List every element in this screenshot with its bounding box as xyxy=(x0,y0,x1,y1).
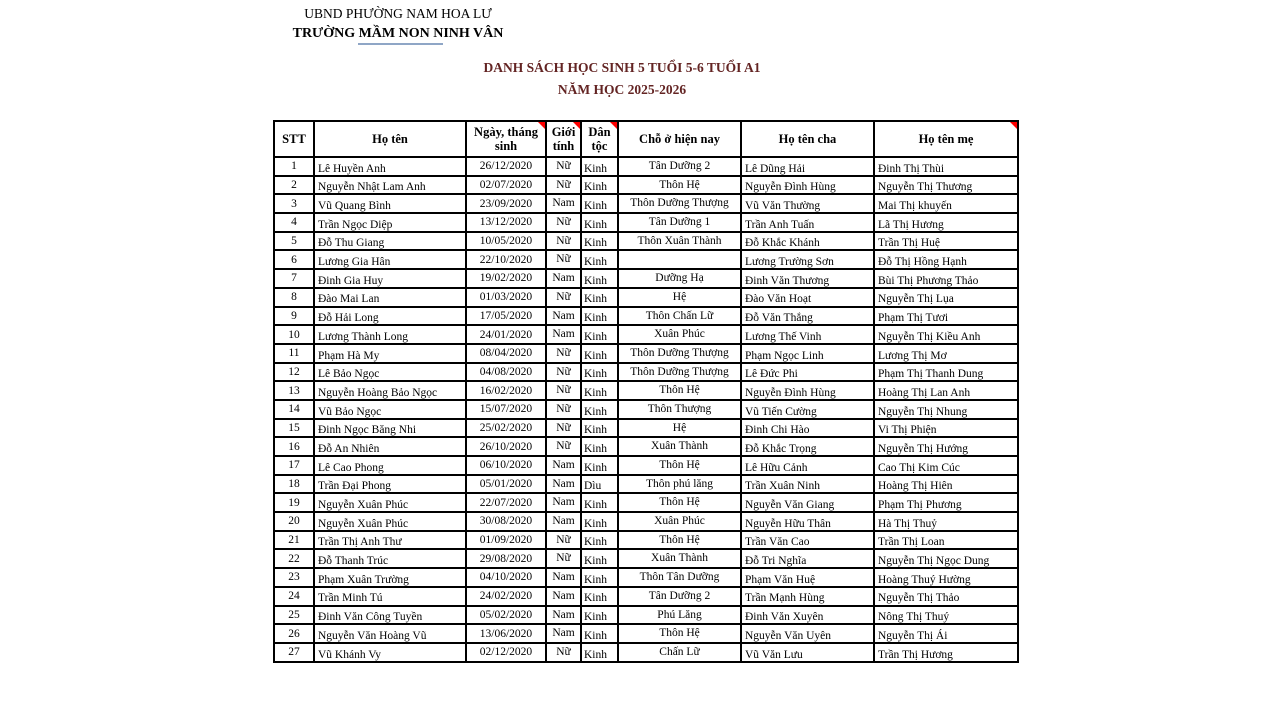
cell-ho-ten-cha: Đỗ Tri Nghĩa xyxy=(741,549,874,568)
cell-ho-ten-me: Đỗ Thị Hồng Hạnh xyxy=(874,250,1018,269)
cell-stt: 20 xyxy=(274,512,314,531)
cell-dan-toc: Kinh xyxy=(581,493,618,512)
cell-ho-ten-cha: Phạm Ngọc Linh xyxy=(741,344,874,363)
cell-dan-toc: Kinh xyxy=(581,344,618,363)
cell-gioi-tinh: Nữ xyxy=(546,531,581,550)
cell-dan-toc: Kinh xyxy=(581,549,618,568)
cell-dan-toc: Kinh xyxy=(581,587,618,606)
cell-gioi-tinh: Nữ xyxy=(546,437,581,456)
table-row xyxy=(274,250,1018,269)
column-header-label: Giới tính xyxy=(551,125,576,153)
cell-ho-ten-cha: Đinh Chi Hào xyxy=(741,419,874,438)
cell-dan-toc: Kinh xyxy=(581,381,618,400)
cell-cho-o: Tân Dưỡng 2 xyxy=(618,157,741,176)
cell-ngay-sinh: 02/07/2020 xyxy=(466,176,546,195)
cell-ngay-sinh: 25/02/2020 xyxy=(466,419,546,438)
cell-stt: 23 xyxy=(274,568,314,587)
cell-dan-toc: Kinh xyxy=(581,288,618,307)
table-row xyxy=(274,419,1018,438)
cell-gioi-tinh: Nam xyxy=(546,325,581,344)
cell-dan-toc: Kinh xyxy=(581,419,618,438)
cell-gioi-tinh: Nam xyxy=(546,475,581,494)
cell-ho-ten: Đinh Văn Công Tuyền xyxy=(314,606,466,625)
cell-ho-ten-me: Cao Thị Kim Cúc xyxy=(874,456,1018,475)
cell-ho-ten: Nguyễn Hoàng Bảo Ngọc xyxy=(314,381,466,400)
cell-ho-ten: Nguyễn Văn Hoàng Vũ xyxy=(314,624,466,643)
column-header-gioi-tinh xyxy=(546,121,581,157)
cell-stt: 10 xyxy=(274,325,314,344)
cell-ho-ten: Nguyễn Xuân Phúc xyxy=(314,512,466,531)
cell-ho-ten-cha: Lương Trường Sơn xyxy=(741,250,874,269)
column-header-label: Họ tên cha xyxy=(778,132,837,146)
cell-dan-toc: Kinh xyxy=(581,307,618,326)
cell-stt: 18 xyxy=(274,475,314,494)
cell-cho-o: Dưỡng Hạ xyxy=(618,269,741,288)
cell-dan-toc: Kinh xyxy=(581,325,618,344)
comment-indicator-icon xyxy=(1010,122,1017,129)
document-title xyxy=(448,57,796,101)
cell-cho-o: Hệ xyxy=(618,288,741,307)
cell-dan-toc: Kinh xyxy=(581,456,618,475)
cell-ho-ten-me: Nguyễn Thị Lụa xyxy=(874,288,1018,307)
cell-dan-toc: Kinh xyxy=(581,400,618,419)
cell-cho-o: Tân Dưỡng 2 xyxy=(618,587,741,606)
cell-ho-ten: Vũ Bảo Ngọc xyxy=(314,400,466,419)
cell-ho-ten-me: Nguyễn Thị Ngọc Dung xyxy=(874,549,1018,568)
cell-ho-ten: Trần Thị Anh Thư xyxy=(314,531,466,550)
cell-cho-o: Thôn Hệ xyxy=(618,624,741,643)
cell-ho-ten-me: Lương Thị Mơ xyxy=(874,344,1018,363)
cell-ho-ten: Lê Bảo Ngọc xyxy=(314,363,466,382)
cell-dan-toc: Kinh xyxy=(581,437,618,456)
cell-stt: 16 xyxy=(274,437,314,456)
cell-cho-o: Phú Lăng xyxy=(618,606,741,625)
table-row xyxy=(274,344,1018,363)
column-header-ho-ten-cha xyxy=(741,121,874,157)
cell-ngay-sinh: 06/10/2020 xyxy=(466,456,546,475)
cell-ngay-sinh: 24/01/2020 xyxy=(466,325,546,344)
cell-ho-ten-cha: Vũ Văn Lưu xyxy=(741,643,874,662)
cell-ho-ten-cha: Lương Thế Vinh xyxy=(741,325,874,344)
cell-gioi-tinh: Nữ xyxy=(546,176,581,195)
cell-ho-ten: Lương Thành Long xyxy=(314,325,466,344)
cell-ngay-sinh: 05/02/2020 xyxy=(466,606,546,625)
cell-cho-o: Thôn Hệ xyxy=(618,456,741,475)
cell-ho-ten-cha: Nguyễn Văn Uyên xyxy=(741,624,874,643)
cell-ho-ten: Đỗ An Nhiên xyxy=(314,437,466,456)
cell-ho-ten-me: Hoàng Thị Lan Anh xyxy=(874,381,1018,400)
column-header-label: Dân tộc xyxy=(588,125,611,153)
table-header-row xyxy=(274,121,1018,157)
cell-gioi-tinh: Nam xyxy=(546,587,581,606)
cell-ngay-sinh: 19/02/2020 xyxy=(466,269,546,288)
cell-cho-o: Thôn Dưỡng Thượng xyxy=(618,363,741,382)
cell-cho-o: Xuân Phúc xyxy=(618,512,741,531)
table-row xyxy=(274,643,1018,662)
cell-gioi-tinh: Nam xyxy=(546,493,581,512)
cell-ho-ten-cha: Đỗ Khắc Khánh xyxy=(741,232,874,251)
cell-gioi-tinh: Nữ xyxy=(546,419,581,438)
cell-ho-ten-cha: Đinh Văn Thương xyxy=(741,269,874,288)
cell-cho-o xyxy=(618,250,741,269)
table-row xyxy=(274,213,1018,232)
cell-stt: 11 xyxy=(274,344,314,363)
cell-ho-ten-me: Nguyễn Thị Thương xyxy=(874,176,1018,195)
cell-cho-o: Thôn Hệ xyxy=(618,176,741,195)
cell-dan-toc: Kinh xyxy=(581,531,618,550)
column-header-ho-ten-me xyxy=(874,121,1018,157)
cell-ngay-sinh: 05/01/2020 xyxy=(466,475,546,494)
cell-gioi-tinh: Nam xyxy=(546,307,581,326)
cell-gioi-tinh: Nữ xyxy=(546,250,581,269)
column-header-label: Chỗ ở hiện nay xyxy=(639,132,720,146)
cell-dan-toc: Kinh xyxy=(581,643,618,662)
cell-stt: 14 xyxy=(274,400,314,419)
cell-stt: 6 xyxy=(274,250,314,269)
table-row xyxy=(274,269,1018,288)
cell-gioi-tinh: Nữ xyxy=(546,363,581,382)
table-row xyxy=(274,400,1018,419)
cell-ho-ten-me: Đinh Thị Thùi xyxy=(874,157,1018,176)
cell-ngay-sinh: 01/09/2020 xyxy=(466,531,546,550)
cell-ho-ten: Phạm Hà My xyxy=(314,344,466,363)
cell-ho-ten-cha: Lê Hữu Cảnh xyxy=(741,456,874,475)
comment-indicator-icon xyxy=(538,122,545,129)
cell-ho-ten-me: Hoàng Thuý Hường xyxy=(874,568,1018,587)
cell-ho-ten-me: Trần Thị Loan xyxy=(874,531,1018,550)
cell-gioi-tinh: Nữ xyxy=(546,344,581,363)
column-header-cho-o xyxy=(618,121,741,157)
cell-ngay-sinh: 13/12/2020 xyxy=(466,213,546,232)
cell-ngay-sinh: 24/02/2020 xyxy=(466,587,546,606)
cell-ho-ten-me: Phạm Thị Tươi xyxy=(874,307,1018,326)
cell-ho-ten: Đinh Gia Huy xyxy=(314,269,466,288)
cell-ho-ten-cha: Đỗ Khắc Trọng xyxy=(741,437,874,456)
cell-ho-ten-cha: Phạm Văn Huệ xyxy=(741,568,874,587)
cell-cho-o: Thôn phú lăng xyxy=(618,475,741,494)
table-row xyxy=(274,288,1018,307)
cell-stt: 5 xyxy=(274,232,314,251)
cell-ho-ten-me: Nguyễn Thị Hướng xyxy=(874,437,1018,456)
cell-cho-o: Thôn Dưỡng Thượng xyxy=(618,344,741,363)
table-row xyxy=(274,512,1018,531)
table-row xyxy=(274,437,1018,456)
school-name: TRƯỜNG MẦM NON NINH VÂN xyxy=(292,26,504,41)
cell-ho-ten-me: Lã Thị Hương xyxy=(874,213,1018,232)
cell-ho-ten: Lương Gia Hân xyxy=(314,250,466,269)
cell-stt: 9 xyxy=(274,307,314,326)
column-header-label: STT xyxy=(282,132,306,146)
cell-gioi-tinh: Nữ xyxy=(546,213,581,232)
cell-ho-ten: Đỗ Hải Long xyxy=(314,307,466,326)
cell-ho-ten: Vũ Quang Bình xyxy=(314,194,466,213)
cell-dan-toc: Kinh xyxy=(581,512,618,531)
cell-gioi-tinh: Nữ xyxy=(546,157,581,176)
cell-ho-ten: Lê Huyền Anh xyxy=(314,157,466,176)
cell-ngay-sinh: 26/12/2020 xyxy=(466,157,546,176)
cell-ho-ten-me: Trần Thị Hương xyxy=(874,643,1018,662)
table-row xyxy=(274,587,1018,606)
cell-cho-o: Xuân Phúc xyxy=(618,325,741,344)
cell-stt: 1 xyxy=(274,157,314,176)
cell-gioi-tinh: Nam xyxy=(546,624,581,643)
cell-dan-toc: Kinh xyxy=(581,606,618,625)
table-row xyxy=(274,475,1018,494)
cell-ho-ten-me: Nguyễn Thị Ái xyxy=(874,624,1018,643)
table-row xyxy=(274,232,1018,251)
cell-gioi-tinh: Nam xyxy=(546,606,581,625)
cell-stt: 24 xyxy=(274,587,314,606)
cell-ho-ten-cha: Trần Xuân Ninh xyxy=(741,475,874,494)
cell-stt: 13 xyxy=(274,381,314,400)
cell-ho-ten: Đào Mai Lan xyxy=(314,288,466,307)
cell-stt: 4 xyxy=(274,213,314,232)
cell-ngay-sinh: 30/08/2020 xyxy=(466,512,546,531)
student-table xyxy=(273,120,1019,663)
cell-cho-o: Thôn Hệ xyxy=(618,493,741,512)
cell-dan-toc: Kinh xyxy=(581,157,618,176)
cell-ngay-sinh: 16/02/2020 xyxy=(466,381,546,400)
cell-ho-ten: Trần Đại Phong xyxy=(314,475,466,494)
title-line-2: NĂM HỌC 2025-2026 xyxy=(557,82,687,97)
cell-ngay-sinh: 29/08/2020 xyxy=(466,549,546,568)
cell-cho-o: Thôn Xuân Thành xyxy=(618,232,741,251)
cell-stt: 15 xyxy=(274,419,314,438)
column-header-ho-ten xyxy=(314,121,466,157)
comment-indicator-icon xyxy=(573,122,580,129)
cell-ho-ten-me: Trần Thị Huệ xyxy=(874,232,1018,251)
table-row xyxy=(274,307,1018,326)
cell-ngay-sinh: 08/04/2020 xyxy=(466,344,546,363)
cell-stt: 21 xyxy=(274,531,314,550)
cell-stt: 25 xyxy=(274,606,314,625)
cell-ho-ten-me: Phạm Thị Thanh Dung xyxy=(874,363,1018,382)
cell-cho-o: Xuân Thành xyxy=(618,437,741,456)
cell-cho-o: Thôn Tân Dưỡng xyxy=(618,568,741,587)
cell-ho-ten-cha: Vũ Văn Thường xyxy=(741,194,874,213)
cell-ho-ten-me: Mai Thị khuyến xyxy=(874,194,1018,213)
cell-cho-o: Hệ xyxy=(618,419,741,438)
cell-ho-ten-me: Nguyễn Thị Kiều Anh xyxy=(874,325,1018,344)
cell-ho-ten-cha: Trần Anh Tuấn xyxy=(741,213,874,232)
cell-ngay-sinh: 04/08/2020 xyxy=(466,363,546,382)
cell-gioi-tinh: Nam xyxy=(546,269,581,288)
cell-ho-ten: Đỗ Thu Giang xyxy=(314,232,466,251)
cell-dan-toc: Kinh xyxy=(581,232,618,251)
table-row xyxy=(274,568,1018,587)
cell-ho-ten: Đinh Ngọc Băng Nhi xyxy=(314,419,466,438)
cell-ngay-sinh: 15/07/2020 xyxy=(466,400,546,419)
cell-ho-ten-cha: Đinh Văn Xuyên xyxy=(741,606,874,625)
cell-ho-ten: Trần Minh Tú xyxy=(314,587,466,606)
table-row xyxy=(274,363,1018,382)
cell-ho-ten-me: Vi Thị Phiện xyxy=(874,419,1018,438)
cell-cho-o: Thôn Thượng xyxy=(618,400,741,419)
cell-ngay-sinh: 22/07/2020 xyxy=(466,493,546,512)
cell-ho-ten-cha: Vũ Tiến Cường xyxy=(741,400,874,419)
cell-gioi-tinh: Nữ xyxy=(546,400,581,419)
cell-ho-ten-me: Nông Thị Thuý xyxy=(874,606,1018,625)
table-row xyxy=(274,157,1018,176)
cell-gioi-tinh: Nữ xyxy=(546,232,581,251)
cell-dan-toc: Kinh xyxy=(581,176,618,195)
cell-cho-o: Thôn Hệ xyxy=(618,381,741,400)
cell-ngay-sinh: 02/12/2020 xyxy=(466,643,546,662)
table-row xyxy=(274,624,1018,643)
cell-ngay-sinh: 13/06/2020 xyxy=(466,624,546,643)
cell-gioi-tinh: Nam xyxy=(546,456,581,475)
cell-dan-toc: Kinh xyxy=(581,568,618,587)
cell-ngay-sinh: 26/10/2020 xyxy=(466,437,546,456)
cell-ho-ten-cha: Trần Mạnh Hùng xyxy=(741,587,874,606)
cell-ho-ten: Trần Ngọc Diệp xyxy=(314,213,466,232)
cell-ho-ten: Nguyễn Xuân Phúc xyxy=(314,493,466,512)
cell-ngay-sinh: 01/03/2020 xyxy=(466,288,546,307)
column-header-stt xyxy=(274,121,314,157)
cell-ho-ten: Nguyễn Nhật Lam Anh xyxy=(314,176,466,195)
cell-dan-toc: Kinh xyxy=(581,624,618,643)
column-header-label: Họ tên xyxy=(372,132,408,146)
cell-ho-ten-me: Phạm Thị Phương xyxy=(874,493,1018,512)
cell-cho-o: Chấn Lữ xyxy=(618,643,741,662)
cell-gioi-tinh: Nam xyxy=(546,512,581,531)
cell-stt: 7 xyxy=(274,269,314,288)
cell-ho-ten-cha: Nguyễn Hữu Thân xyxy=(741,512,874,531)
table-row xyxy=(274,194,1018,213)
cell-ho-ten-cha: Đào Văn Hoạt xyxy=(741,288,874,307)
cell-gioi-tinh: Nữ xyxy=(546,288,581,307)
cell-ho-ten-me: Hà Thị Thuỷ xyxy=(874,512,1018,531)
cell-ngay-sinh: 10/05/2020 xyxy=(466,232,546,251)
cell-ho-ten-cha: Nguyễn Đình Hùng xyxy=(741,381,874,400)
cell-ngay-sinh: 17/05/2020 xyxy=(466,307,546,326)
cell-cho-o: Thôn Dưỡng Thượng xyxy=(618,194,741,213)
cell-ho-ten: Đỗ Thanh Trúc xyxy=(314,549,466,568)
cell-ho-ten-cha: Nguyễn Đình Hùng xyxy=(741,176,874,195)
cell-cho-o: Tân Dưỡng 1 xyxy=(618,213,741,232)
cell-dan-toc: Kinh xyxy=(581,250,618,269)
cell-ho-ten-me: Nguyễn Thị Thảo xyxy=(874,587,1018,606)
column-header-label: Họ tên mẹ xyxy=(918,132,974,146)
cell-stt: 2 xyxy=(274,176,314,195)
cell-ho-ten-me: Nguyễn Thị Nhung xyxy=(874,400,1018,419)
cell-gioi-tinh: Nữ xyxy=(546,381,581,400)
org-name: UBND PHƯỜNG NAM HOA LƯ xyxy=(304,6,492,21)
cell-ngay-sinh: 04/10/2020 xyxy=(466,568,546,587)
cell-stt: 26 xyxy=(274,624,314,643)
cell-gioi-tinh: Nữ xyxy=(546,549,581,568)
title-line-1: DANH SÁCH HỌC SINH 5 TUỔI 5-6 TUỔI A1 xyxy=(483,60,761,75)
cell-stt: 17 xyxy=(274,456,314,475)
cell-cho-o: Thôn Chấn Lữ xyxy=(618,307,741,326)
cell-gioi-tinh: Nam xyxy=(546,194,581,213)
table-row xyxy=(274,325,1018,344)
cell-ngay-sinh: 23/09/2020 xyxy=(466,194,546,213)
cell-stt: 3 xyxy=(274,194,314,213)
cell-ngay-sinh: 22/10/2020 xyxy=(466,250,546,269)
cell-ho-ten: Lê Cao Phong xyxy=(314,456,466,475)
column-header-dan-toc xyxy=(581,121,618,157)
table-row xyxy=(274,381,1018,400)
cell-ho-ten-cha: Nguyễn Văn Giang xyxy=(741,493,874,512)
cell-dan-toc: Kinh xyxy=(581,269,618,288)
cell-ho-ten-cha: Trần Văn Cao xyxy=(741,531,874,550)
table-row xyxy=(274,606,1018,625)
cell-dan-toc: Kinh xyxy=(581,363,618,382)
comment-indicator-icon xyxy=(610,122,617,129)
underline-decoration xyxy=(358,43,443,45)
cell-ho-ten-cha: Đỗ Văn Thắng xyxy=(741,307,874,326)
letterhead xyxy=(276,4,520,44)
table-row xyxy=(274,549,1018,568)
cell-cho-o: Xuân Thành xyxy=(618,549,741,568)
table-row xyxy=(274,531,1018,550)
cell-stt: 19 xyxy=(274,493,314,512)
column-header-ngay-sinh xyxy=(466,121,546,157)
cell-ho-ten: Vũ Khánh Vy xyxy=(314,643,466,662)
cell-gioi-tinh: Nam xyxy=(546,568,581,587)
cell-gioi-tinh: Nữ xyxy=(546,643,581,662)
table-row xyxy=(274,456,1018,475)
cell-stt: 22 xyxy=(274,549,314,568)
column-header-label: Ngày, tháng sinh xyxy=(474,125,538,153)
cell-ho-ten-cha: Lê Đức Phi xyxy=(741,363,874,382)
cell-dan-toc: Dìu xyxy=(581,475,618,494)
cell-dan-toc: Kinh xyxy=(581,194,618,213)
cell-stt: 8 xyxy=(274,288,314,307)
cell-ho-ten-cha: Lê Dũng Hải xyxy=(741,157,874,176)
cell-cho-o: Thôn Hệ xyxy=(618,531,741,550)
table-row xyxy=(274,493,1018,512)
cell-stt: 27 xyxy=(274,643,314,662)
table-row xyxy=(274,176,1018,195)
cell-ho-ten-me: Hoàng Thị Hiên xyxy=(874,475,1018,494)
cell-stt: 12 xyxy=(274,363,314,382)
cell-dan-toc: Kinh xyxy=(581,213,618,232)
cell-ho-ten: Phạm Xuân Trường xyxy=(314,568,466,587)
cell-ho-ten-me: Bùi Thị Phương Thảo xyxy=(874,269,1018,288)
